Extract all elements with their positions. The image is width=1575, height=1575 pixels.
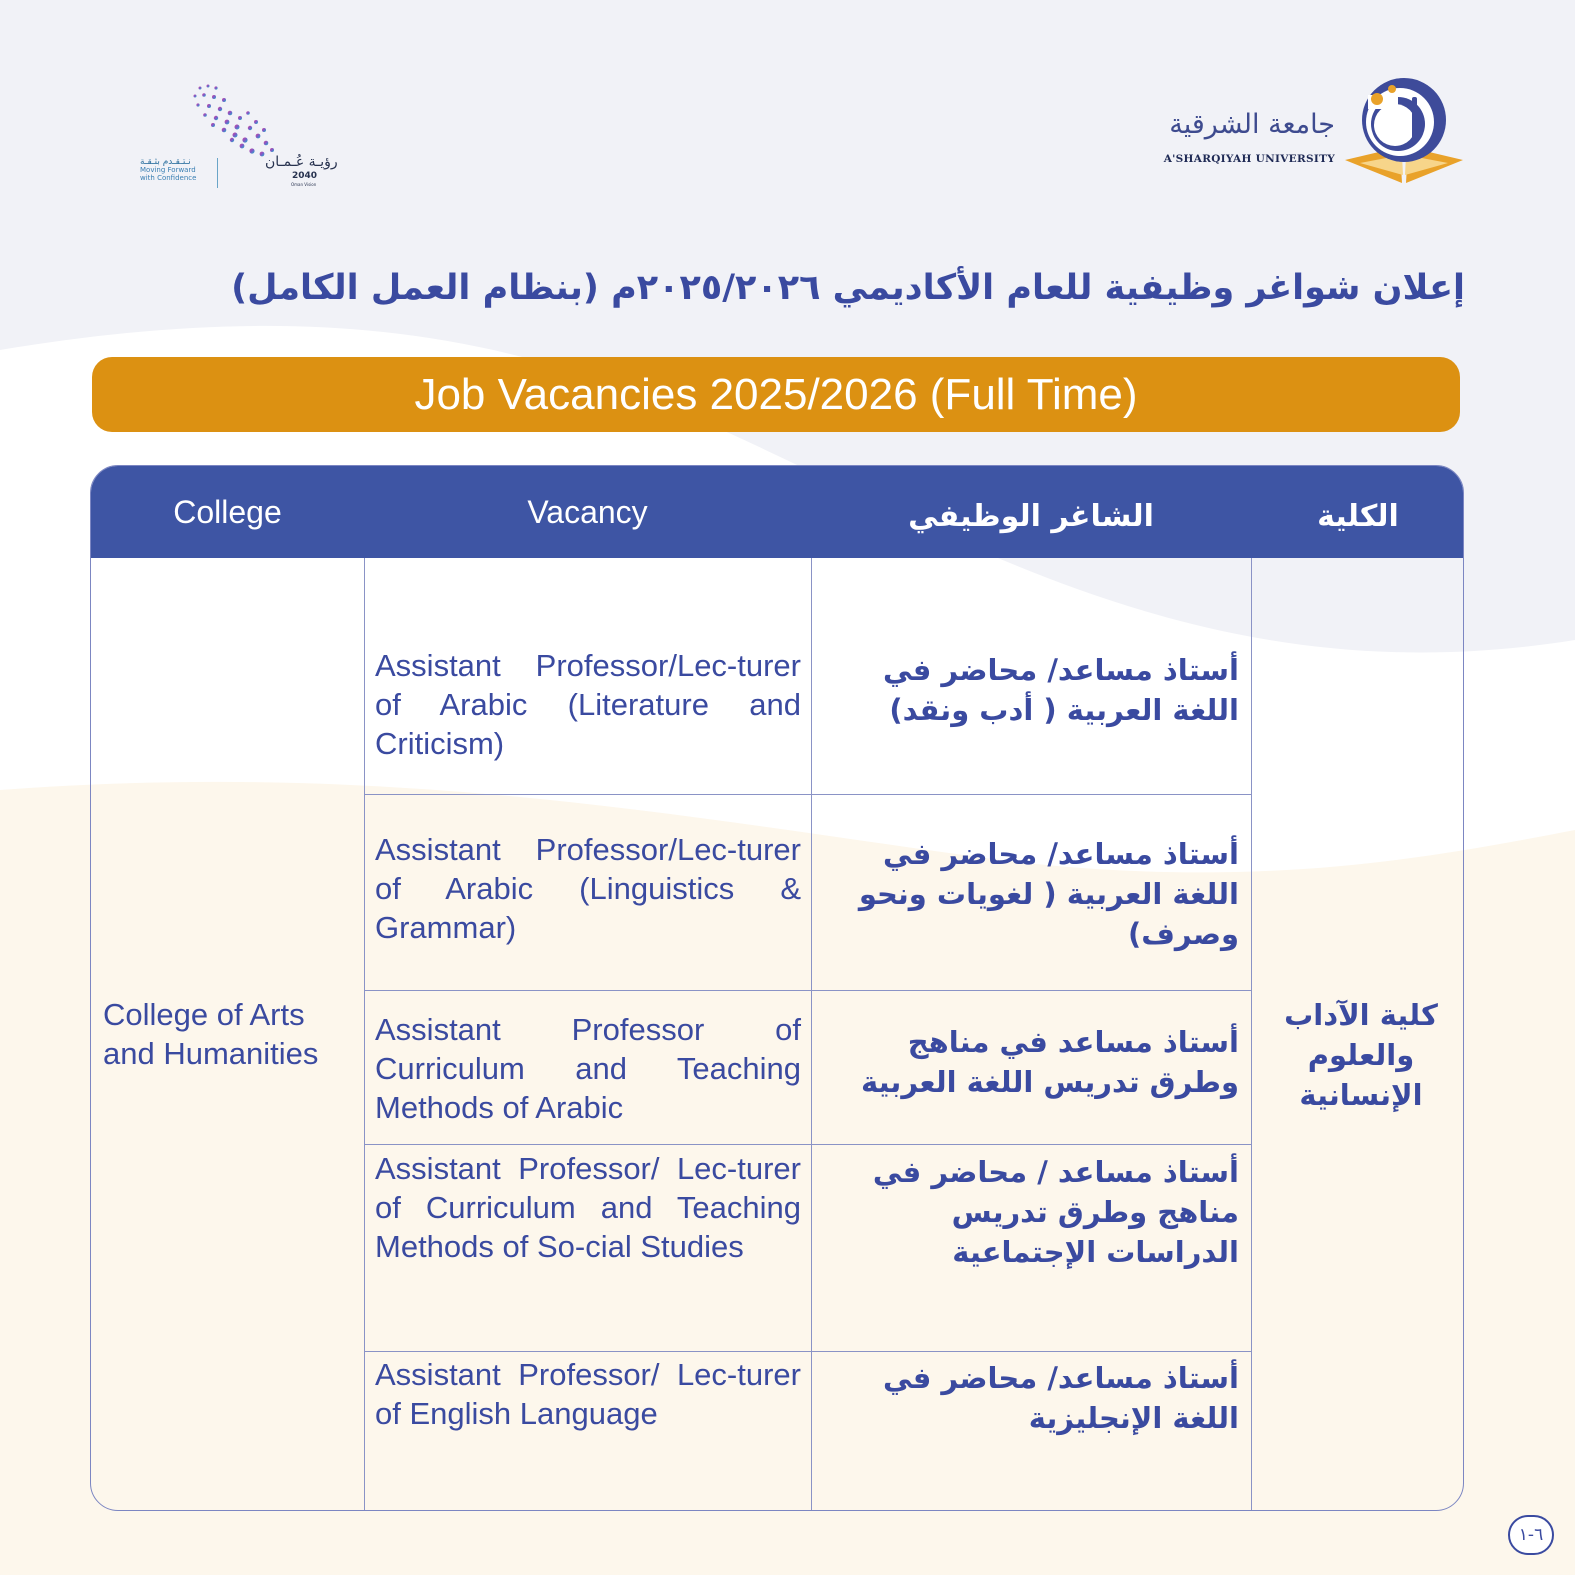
vacancy-ar-4: أستاذ مساعد / محاضر في مناهج وطرق تدريس الدراسات الإجتماعية <box>872 1155 1239 1269</box>
table-body <box>91 558 1463 1511</box>
column-divider <box>1251 558 1252 1511</box>
vacancies-table <box>90 465 1464 1511</box>
university-name-en: A'SHARQIYAH UNIVERSITY <box>1163 153 1335 165</box>
vacancy-en-5: Assistant Professor/ Lec-turer of English Language <box>375 1357 801 1431</box>
university-name-ar: جامعة الشرقية <box>1169 109 1335 140</box>
job-vacancies-banner: Job Vacancies 2025/2026 (Full Time) <box>92 357 1460 432</box>
page-number-badge: ٦-١ <box>1508 1515 1554 1555</box>
header-college-ar: الكلية <box>1317 499 1399 534</box>
vision-name: رؤيـة عُـمـان <box>265 154 338 170</box>
oman-vision-2040-logo <box>135 78 350 193</box>
vacancy-en-2: Assistant Professor/Lec-turer of Arabic (Linguistics & Grammar) <box>375 832 801 945</box>
vacancy-ar-1: أستاذ مساعد/ محاضر في اللغة العربية ( أدب ونقد) <box>882 653 1239 727</box>
vacancy-ar-5: أستاذ مساعد/ محاضر في اللغة الإنجليزية <box>882 1361 1239 1435</box>
vision-subtitle: Oman Vision <box>291 182 317 187</box>
table-header <box>91 466 1463 558</box>
announcement-title-ar: إعلان شواغر وظيفية للعام الأكاديمي ٢٠٢٥/٢٠٢٦م (بنظام العمل الكامل) <box>231 268 1465 308</box>
header-vacancy-ar: الشاغر الوظيفي <box>908 499 1154 534</box>
vacancy-ar-3: أستاذ مساعد في مناهج وطرق تدريس اللغة العربية <box>861 1025 1239 1099</box>
row-divider <box>364 990 1251 991</box>
vacancy-en-1: Assistant Professor/Lec-turer of Arabic (Literature and Criticism) <box>375 648 801 761</box>
column-divider <box>811 558 812 1511</box>
column-divider <box>364 558 365 1511</box>
vacancy-en-3: Assistant Professor of Curriculum and Teaching Methods of Arabic <box>375 1012 801 1125</box>
college-name-ar: كلية الآداب والعلوم الإنسانية <box>1284 998 1438 1112</box>
header-vacancy-en: Vacancy <box>527 494 648 530</box>
university-emblem-icon <box>1340 75 1470 190</box>
university-logo <box>1140 75 1470 190</box>
college-name-en: College of Arts and Humanities <box>103 997 319 1071</box>
vision-divider <box>217 158 218 188</box>
header-college-en: College <box>173 494 282 530</box>
row-divider <box>364 794 1251 795</box>
vision-tagline: نـتـقـدم بثـقـة Moving Forward with Confidence <box>140 157 197 182</box>
vacancy-en-4: Assistant Professor/ Lec-turer of Curriculum and Teaching Methods of So-cial Studies <box>375 1151 801 1264</box>
row-divider <box>364 1144 1251 1145</box>
vision-year: 2040 <box>292 171 318 181</box>
row-divider <box>364 1351 1251 1352</box>
vacancy-ar-2: أستاذ مساعد/ محاضر في اللغة العربية ( لغويات ونحو وصرف) <box>858 837 1239 951</box>
